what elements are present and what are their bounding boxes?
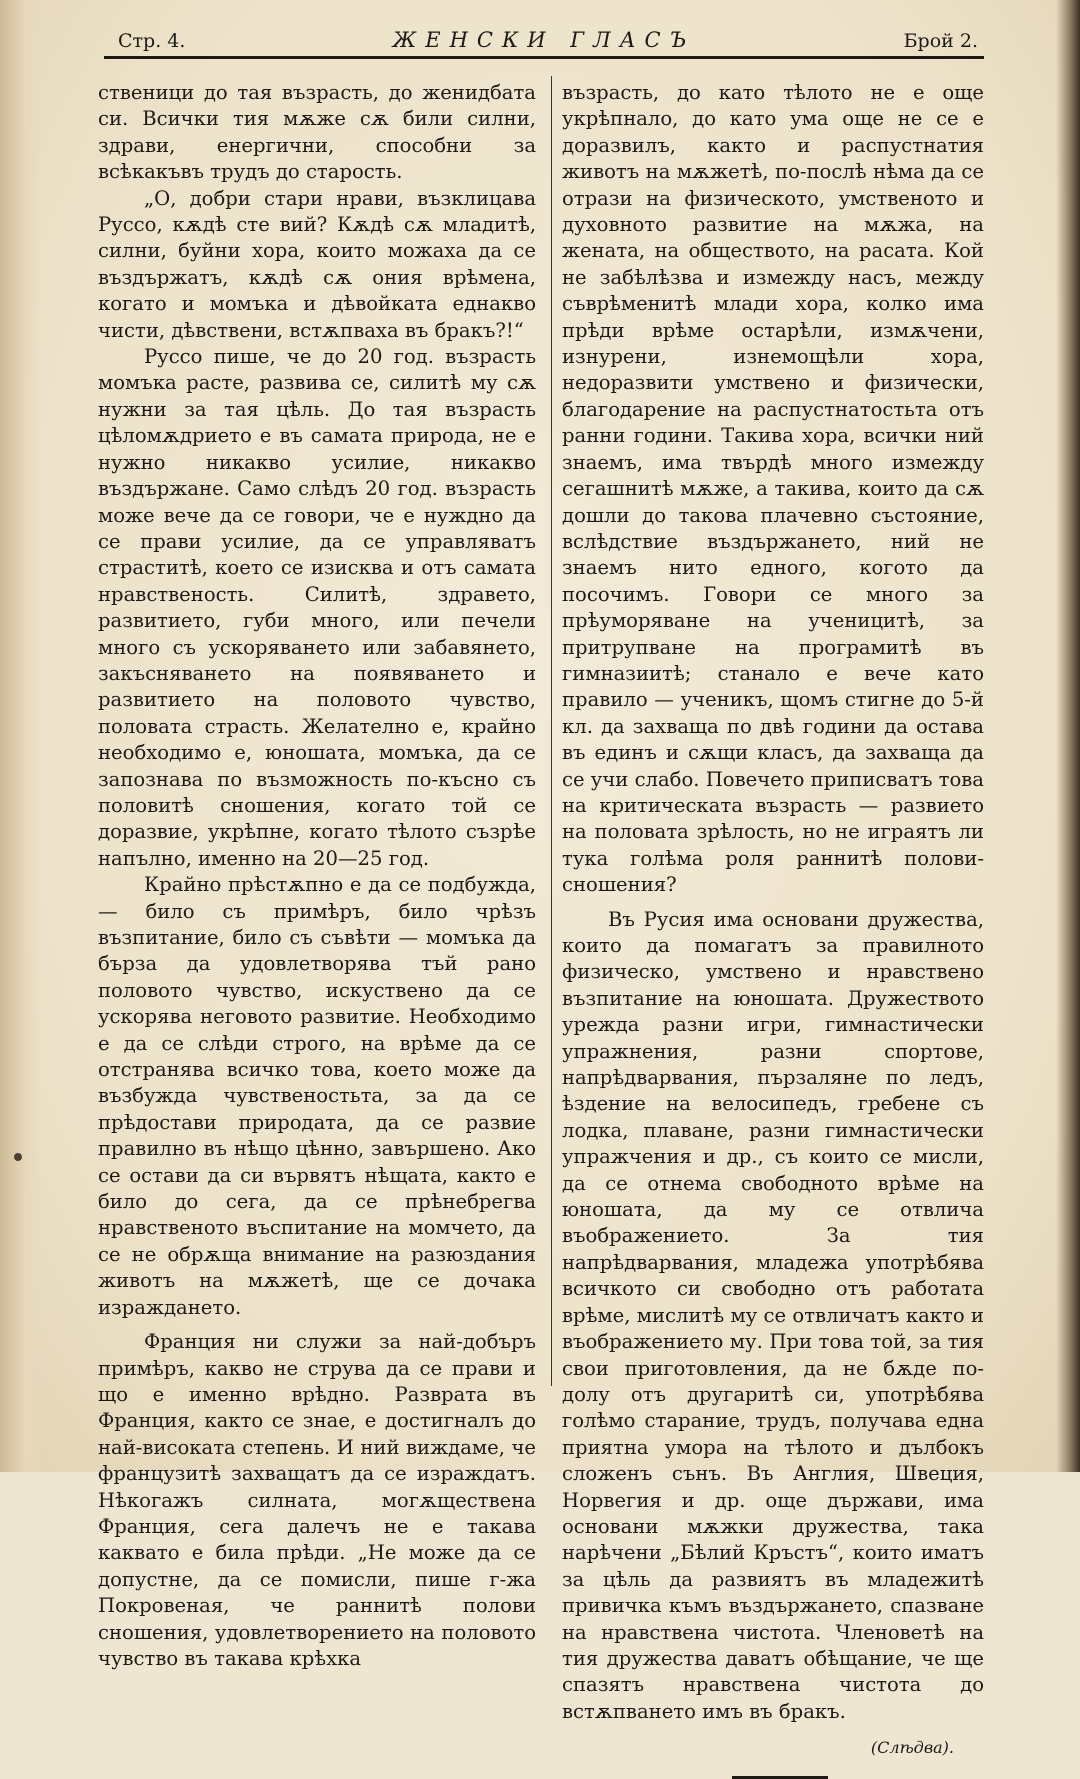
column-divider [551, 76, 552, 1386]
page-left-edge-shadow [0, 0, 42, 1472]
paragraph: Франция ни служи за най-добъръ примѣръ, какво не струва да се прави и що е именно врѣдно. Разврата въ Франция, както се знае, е достигналъ до най-високата степень. И ний виждаме, че французитѣ захващатъ да се израждатъ. Нѣкогажъ силната, могѫществена Франция, сега далечъ не е такава каквато е била прѣди. „Не може да се допустне, да се помисли, пише г-жа Покровеная, че раннитѣ полови сношения, удовлетворението на половото чувство въ такава крѣхка [98, 1330, 536, 1670]
header-rule [104, 56, 984, 59]
paragraph: Руссо пише, че до 20 год. възрасть момъка расте, развива се, силитѣ му сѫ нужни за тая цѣль. До тая възрасть цѣломѫдрието е въ самата природа, не е нужно никакво усилие, никакво въздържане. Само слѣдъ 20 год. възрасть може вече да се говори, че е нуждно да се прави усилие, да се управляватъ страститѣ, което се изисква и отъ самата нравственость. Силитѣ, здравето, развитието, губи много, или печели много съ ускоряването или забавянето, закъсняването на появяването и развитието на половото чувство, половата страсть. Желателно е, крайно необходимо е, юношата, момъка, да се запознава по възможность по-късно съ половитѣ сношения, когато той се доразвие, укрѣпне, когато тѣлото съзрѣе напълно, именно на 20—25 год. [98, 345, 536, 870]
right-column [562, 80, 984, 1779]
page-header [104, 26, 984, 56]
paragraph: Крайно прѣстѫпно е да се подбужда, — било съ примѣръ, било чрѣзъ възпитание, било съ съвѣти — момъка да бърза да удовлетворява тъй рано половото чувство, искуствено да се ускорява неговото развитие. Необходимо е да се слѣди строго, на врѣме да се отстранява всичко това, което може да възбужда чувственостьта, за да се прѣдостави природата, да се развие правилно въ нѣщо цѣнно, завършено. Ако се остави да си вървятъ нѣщата, както е било до сега, да се прѣнебрегва нравственото въспитание на момчето, да се не обрѫща внимание на разюздания животъ на мѫжетѣ, ще се дочака израждането. [98, 873, 536, 1319]
paragraph: Въ Русия има основани дружества, които да помагатъ за правилното физическо, умствено и нравствено възпитание на юношата. Дружеството урежда разни игри, гимнастически упражнения, разни спортове, напрѣдварвания, пързаляне по ледъ, ѣздение на велосипедъ, гребене съ лодка, плаване, разни гимнастически упражчения и др., съ които се мисли, да се отнема свободното врѣме на юношата, да му се отвлича въображението. За тия напрѣдварвания, младежа употрѣбява всичкото си свободно отъ работата врѣме, мислитѣ му се отвличатъ както и въображението му. При това той, за тия свои приготовления, да не бѫде по-долу отъ другаритѣ си, употрѣбява голѣмо старание, трудъ, получава една приятна умора на тѣлото и дълбокъ сложенъ сънъ. Въ Англия, Швеция, Норвегия и др. още държави, има основани мѫжки дружества, така нарѣчени „Бѣлий Кръстъ“, които иматъ за цѣль да развиятъ въ младежитѣ привичка къмъ въздържането, спазване на нравствена чистота. Членоветѣ на тия дружества даватъ обѣщание, че ще спазятъ нравствена чистота до встѫпването имъ въ бракъ. [562, 907, 984, 1723]
paragraph: „О, добри стари нрави, възклицава Руссо, кѫдѣ сте вий? Кѫдѣ сѫ младитѣ, силни, буйни хора, които можаха да се въздържатъ, кѫдѣ сѫ ония врѣмена, когато и момъка и дѣвойката еднакво чисти, дѣвствени, встѫпваха въ бракъ?!“ [98, 186, 536, 342]
article-end-rule [732, 1776, 828, 1779]
issue-number: Брой 2. [903, 30, 978, 52]
paragraph: ственици до тая възрасть, до женидбата си. Всички тия мѫже сѫ били силни, здрави, енергични, способни за всѣкакъвъ трудъ до старость. [98, 81, 536, 184]
continued-note: (Слѣдва). [870, 1738, 954, 1758]
left-column [98, 80, 536, 1672]
page-number: Стр. 4. [118, 30, 186, 52]
newspaper-title: ЖЕНСКИ ГЛАСЪ [392, 28, 696, 52]
page-right-edge-shadow [1056, 0, 1080, 1472]
paragraph: възрасть, до като тѣлото не е още укрѣпнало, до като ума още не се е доразвилъ, както и распустнатия животъ на мѫжетѣ, по-послѣ нѣма да се отрази на физическото, умственото и духовното развитие на мѫжа, на жената, на обществото, на расата. Кой не забѣлѣзва и измежду насъ, между съврѣменитѣ млади хора, колко има прѣди врѣме остарѣли, измѫчени, изнурени, изнемощѣли хора, недоразвити умствено и физически, благодарение на распустнатостьта отъ ранни години. Такива хора, всички ний знаемъ, има твърдѣ много измежду сегашнитѣ мѫже, а такива, които да сѫ дошли до такова плачевно състояние, вслѣдствие въздържането, ний не знаемъ нито едного, когото да посочимъ. Говори се много за прѣуморяване на ученицитѣ, за притрупване на програмитѣ въ гимназиитѣ; станало е вече като правило — ученикъ, щомъ стигне до 5-й кл. да захваща по двѣ години да остава въ единъ и сѫщи класъ, да захваща да се учи слабо. Повечето приписватъ това на критическата възрасть — развиeто на половата зрѣлость, но не играятъ ли тука голѣма роля раннитѣ полови-сношения? [562, 81, 984, 897]
ink-blot-mark [14, 1153, 22, 1161]
